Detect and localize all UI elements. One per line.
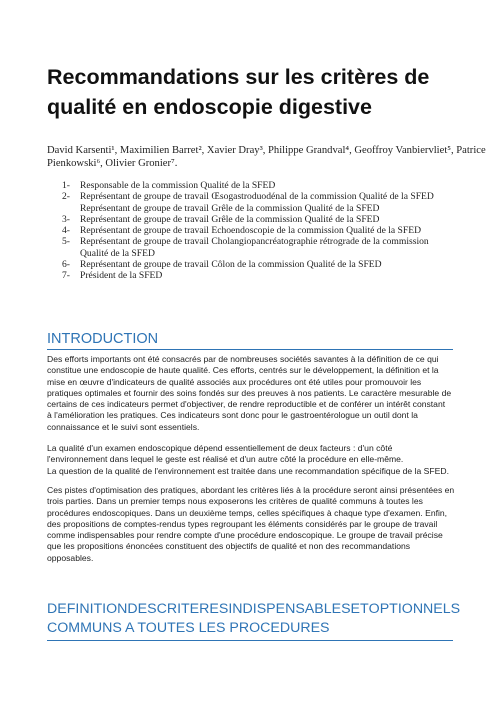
heading-word: INDISPENSABLES — [228, 601, 351, 617]
affiliation-number: 7- — [62, 270, 70, 282]
heading-line: COMMUNS A TOUTES LES PROCEDURES — [47, 620, 330, 636]
affiliation-item — [62, 259, 462, 270]
paragraph-line: constitue une endoscopie de haute qualité. Ces efforts, centrés sur le développement, la définition et la — [47, 365, 439, 376]
affiliation-number: 1- — [62, 180, 70, 191]
paragraph-line: La question de la qualité de l'environnement est traitée dans une recommandation spécifique de la SFED. — [47, 465, 449, 476]
affiliation-text: Président de la SFED — [80, 270, 163, 282]
document-title — [47, 62, 467, 122]
title-line: qualité en endoscopie digestive — [47, 95, 372, 119]
paragraph-line: procédures endoscopiques. Dans un deuxième temps, celles spécifiques à chaque type d'examen. Enfin, — [47, 507, 448, 518]
affiliation-number: 3- — [62, 213, 70, 225]
title-line: Recommandations sur les critères de — [47, 65, 430, 89]
affiliation-list — [62, 180, 462, 282]
affiliation-text: Représentant de groupe de travail Œsogastroduodénal de la commission Qualité de la SFED — [80, 191, 434, 203]
affiliation-item — [62, 225, 462, 236]
paragraph-line: l'environnement dans lequel le geste est réalisé et d'un autre côté la procédure en elle-même. — [47, 454, 404, 465]
affiliation-number: 5- — [62, 236, 70, 248]
heading-word: CRITERES — [156, 601, 229, 617]
paragraph-line: que les propositions énoncées constituent des objectifs de qualité et non des recommandations — [47, 541, 411, 552]
affiliation-item — [62, 236, 462, 259]
affiliation-text: Représentant de groupe de travail Cholangiopancréatographie rétrograde de la commission — [80, 236, 429, 248]
paragraph-line: trois parties. Dans un premier temps nous exposerons les critères de qualité communs à toutes les — [47, 496, 423, 507]
heading-word: DEFINITION — [47, 601, 128, 617]
paragraph-line: pratiques optimales et fournir des soins fondés sur des preuves à nos patients. Le caractère mesurable de — [47, 387, 452, 398]
affiliation-text: Responsable de la commission Qualité de la SFED — [80, 180, 276, 191]
paragraph-line: Ces pistes d'optimisation des pratiques, abordant les critères liés à la procédure seront ainsi présentées en — [47, 484, 455, 495]
author-line: Pienkowski⁶, Olivier Gronier⁷. — [47, 158, 178, 169]
paragraph — [47, 443, 457, 477]
affiliation-text: Représentant de groupe de travail Côlon de la commission Qualité de la SFED — [80, 259, 382, 271]
affiliation-text: Représentant de groupe de travail Grêle de la commission Qualité de la SFED — [80, 202, 380, 214]
paragraph-line: opposables. — [47, 552, 94, 563]
heading-word: OPTIONNELS — [368, 601, 461, 617]
affiliation-item — [62, 214, 462, 225]
paragraph-line: certains de ces indicateurs permet d'objectiver, de rendre reproductible et de conférer un intérêt constant — [47, 399, 446, 410]
paragraph — [47, 485, 457, 564]
affiliation-text: Représentant de groupe de travail Echoendoscopie de la commission Qualité de la SFED — [80, 225, 422, 237]
heading-line — [47, 600, 461, 619]
heading-word: ET — [350, 601, 369, 617]
affiliation-number: 2- — [62, 191, 70, 203]
paragraph — [47, 354, 457, 433]
author-line: David Karsenti¹, Maximilien Barret², Xavier Dray³, Philippe Grandval⁴, Geoffroy Vanbiervliet⁵, Patrice — [47, 145, 486, 156]
paragraph-line: à l'amélioration les pratiques. Ces indicateurs sont donc pour le gastroentérologue un outil dont la — [47, 410, 418, 421]
paragraph-line: Des efforts importants ont été consacrés par de nombreuses sociétés savantes à la définition de ce qui — [47, 354, 439, 364]
paragraph-line: des propositions de comptes-rendus types regroupant les éléments considérés par le groupe de travail — [47, 518, 438, 529]
paragraph-line: mise en œuvre d'indicateurs de qualité associés aux procédures ont été utiles pour promouvoir les — [47, 376, 422, 387]
introduction-body — [47, 354, 457, 564]
author-list — [47, 144, 486, 170]
paragraph-line: comme indispensables pour rendre compte d'une procédure endoscopique. Le groupe de travail précise — [47, 530, 443, 541]
section-heading-definition — [47, 600, 461, 641]
affiliation-number: 4- — [62, 225, 70, 237]
heading-word: DES — [127, 601, 157, 617]
paragraph-line: La qualité d'un examen endoscopique dépend essentiellement de deux facteurs : d'un côté — [47, 443, 393, 454]
affiliation-item — [62, 191, 462, 214]
paragraph-line: connaissance et le suivi sont essentiels. — [47, 421, 200, 432]
affiliation-item — [62, 270, 462, 281]
affiliation-item — [62, 180, 462, 191]
section-heading-introduction: INTRODUCTION — [47, 330, 453, 350]
affiliation-text: Qualité de la SFED — [80, 247, 155, 259]
affiliation-number: 6- — [62, 259, 70, 271]
affiliation-text: Représentant de groupe de travail Grêle de la commission Qualité de la SFED — [80, 213, 380, 225]
